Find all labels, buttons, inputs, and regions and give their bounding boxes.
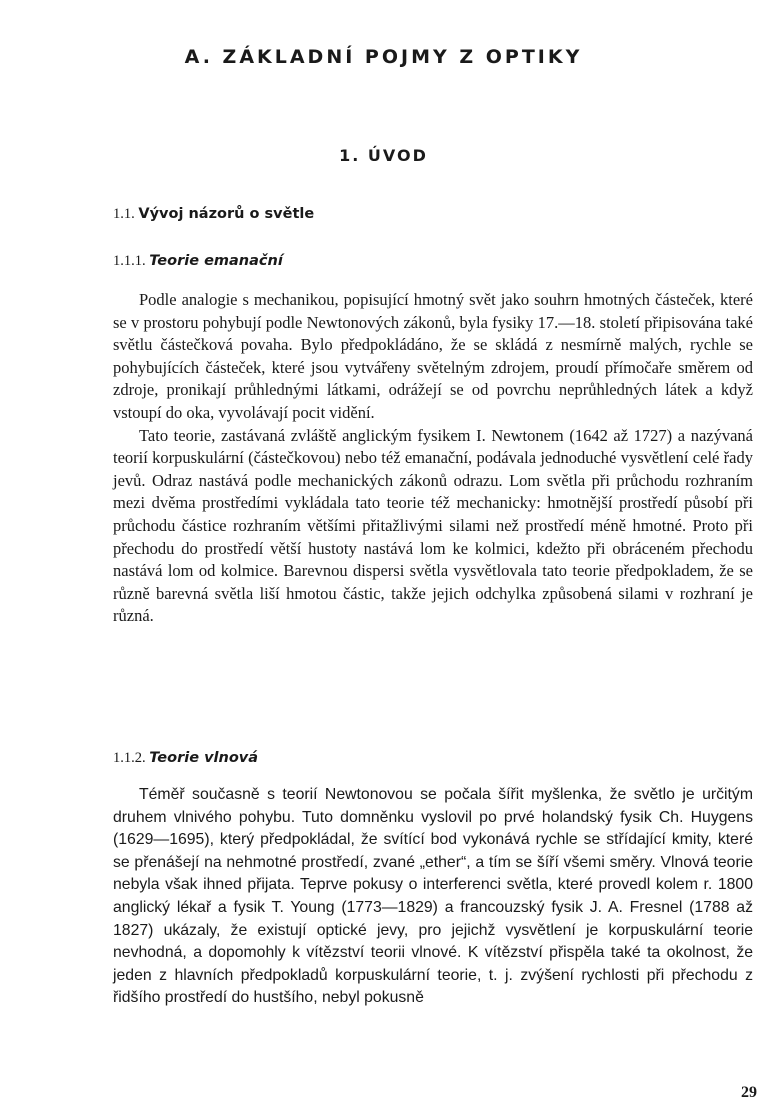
- paragraph: Téměř současně s teorií Newtonovou se počala šířit myšlenka, že světlo je určitým druhem vlnivého pohybu. Tuto domněnku vyslovil po prvé holandský fysik Ch. Huygens (1629—1695), který předpokládal, že svítící bod vykonává rychle se střídající kmity, které se přenášejí na nehmotné prostředí, zvané „ether“, a tím se šíří všemi směry. Vlnová teorie nebyla však ihned přijata. Teprve pokusy o interferenci světla, které provedl kolem r. 1800 anglický lékař a fysik T. Young (1773—1829) a francouzský fysik J. A. Fresnel (1788 až 1827) ukázaly, že existují optické jevy, pro jejichž vysvětlení je korpuskulární teorie nevhodná, a dopomohly k vítězství teorii vlnové. K vítězství přispěla také ta okolnost, že jeden z hlavních předpokladů korpuskulární teorie, t. j. zvýšení rychlosti při přechodu z řidšího prostředí do hustšího, nebyl pokusně: [113, 786, 753, 1007]
- heading-text: Teorie vlnová: [149, 750, 259, 766]
- heading-1-1: [113, 206, 314, 223]
- paragraph: Tato teorie, zastávaná zvláště anglickým fysikem I. Newtonem (1642 až 1727) a nazývaná teorií korpuskulární (částečkovou) nebo též emanační, podávala jednoduché vysvětlení celé řady jevů. Odraz nastává podle mechanických zákonů odrazu. Lom světla při průchodu rozhraním mezi dvěma prostředími vykládala tato teorie též mechanicky: hmotnější prostředí působí při průchodu částice rozhraním většími přitažlivými silami než prostředí méně hmotné. Proto při přechodu do prostředí větší hustoty nastává lom ke kolmici, kdežto při obráceném přechodu nastává lom od kolmice. Barevnou dispersi světla vysvětlovala tato teorie předpokladem, že se různě barevná světla liší hmotou částic, takže jejich odchylka způsobená silami v rozhraní je různá.: [113, 425, 753, 626]
- body-text-emanacni: [113, 289, 753, 628]
- heading-text: Teorie emanační: [149, 253, 283, 269]
- heading-1-1-1: [113, 253, 283, 270]
- chapter-title: A. ZÁKLADNÍ POJMY Z OPTIKY: [184, 46, 583, 68]
- heading-number: 1.1.2.: [113, 750, 146, 766]
- heading-number: 1.1.: [113, 206, 135, 222]
- page-number: 29: [741, 1084, 757, 1101]
- paragraph: Podle analogie s mechanikou, popisující hmotný svět jako souhrn hmotných částeček, které se v prostoru pohybují podle Newtonových zákonů, byla fysiky 17.—18. století připisována také světlu částečková povaha. Bylo předpokládáno, že se skládá z nesmírně malých, rychle se pohybujících částeček, které jsou vytvářeny světelným zdrojem, proudí přímočaře směrem od zdroje, pronikají průhlednými látkami, odrážejí se od povrchu neprůhledných látek a když vstoupí do oka, vyvolávají pocit vidění.: [113, 290, 753, 422]
- heading-text: Vývoj názorů o světle: [138, 206, 315, 222]
- body-text-vlnova: [113, 784, 753, 1010]
- heading-1-1-2: [113, 750, 258, 767]
- section-title: 1. ÚVOD: [339, 146, 428, 165]
- heading-number: 1.1.1.: [113, 253, 146, 269]
